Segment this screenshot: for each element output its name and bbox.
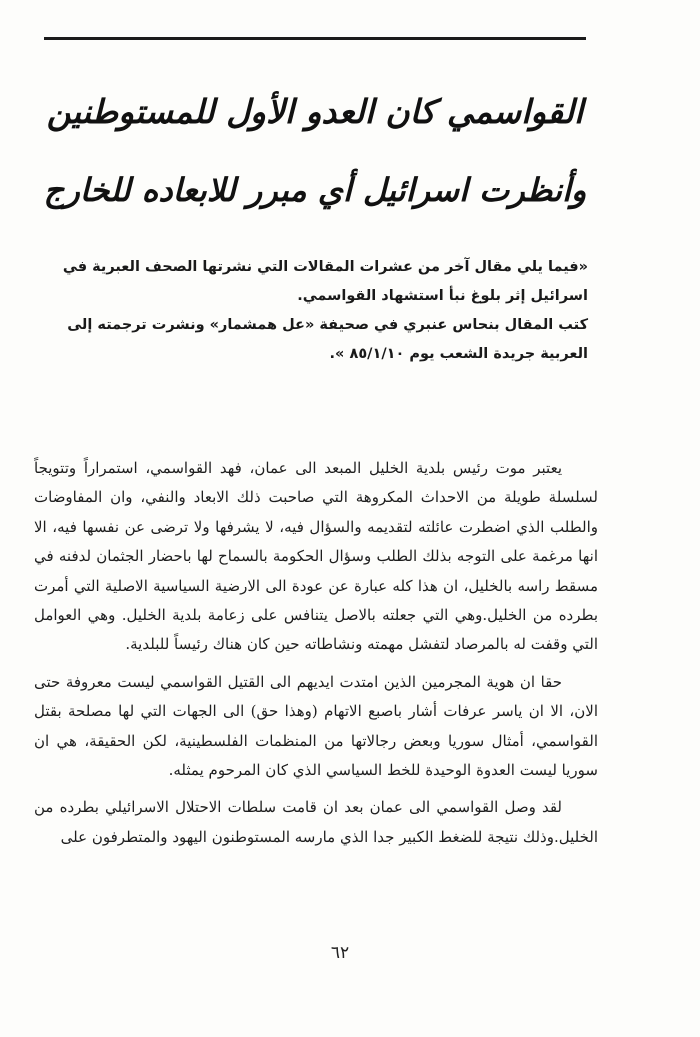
intro-note-line-2: كتب المقال بنحاس عنبري في صحيفة «عل همشمار» ونشرت ترجمته إلى العربية جريدة الشعب يوم ٨٥/١/١٠ ». [67,317,588,362]
header-rule [44,37,586,40]
article-body [34,454,598,860]
intro-note-line-1: «فيما يلي مقال آخر من عشرات المقالات التي نشرتها الصحف العبرية في اسرائيل إثر بلوغ نبأ استشهاد القواسمي. [62,259,588,304]
body-paragraph-2: حقا ان هوية المجرمين الذين امتدت ايديهم الى القتيل القواسمي ليست معروفة حتى الان، الا ان ياسر عرفات أشار باصبع الاتهام (وهذا حق) الى الجهات التي لها مصلحة بقتل القواسمي، أمثال سوريا وبعض رجالاتها من المنظمات الفلسطينية، لكن الحقيقة، هي ان سوريا ليست العدوة الوحيدة للخط السياسي الذي كان المرحوم يمثله. [34,672,598,780]
body-paragraph-3: لقد وصل القواسمي الى عمان بعد ان قامت سلطات الاحتلال الاسرائيلي بطرده من الخليل.وذلك نتيجة للضغط الكبير جدا الذي مارسه المستوطنون اليهود والمتطرفون على [34,798,598,846]
page-number: ٦٢ [330,943,350,963]
headline-line-1: القواسمي كان العدو الأول للمستوطنين [46,92,584,131]
headline-line-2: وأنظرت اسرائيل أي مبرر للابعاده للخارج [43,171,587,209]
intro-note [40,253,588,369]
body-paragraph-1: يعتبر موت رئيس بلدية الخليل المبعد الى عمان، فهد القواسمي، استمراراً وتتويجاً لسلسلة طويلة من الاحداث المكروهة التي صاحبت ذلك الابعاد والنفي، وان المفاوضات والطلب الذي اضطرت عائلته لتقديمه والسؤال فيه، لا يشرفها ولا ترضى عن نفسها فيه، الا انها مرغمة على التوجه بذلك الطلب وسؤال الحكومة بالسماح لها باحضار الجثمان لدفنه في مسقط راسه بالخليل، ان هذا كله عبارة عن عودة الى الارضية السياسية الاصلية التي أمرت بطرده من الخليل.وهي التي جعلته بالاصل يتنافس على زعامة بلدية الخليل. وهي العوامل التي وقفت له بالمرصاد لتفشل مهمته ونشاطاته حين كان هناك رئيساً للبلدية. [34,459,598,654]
